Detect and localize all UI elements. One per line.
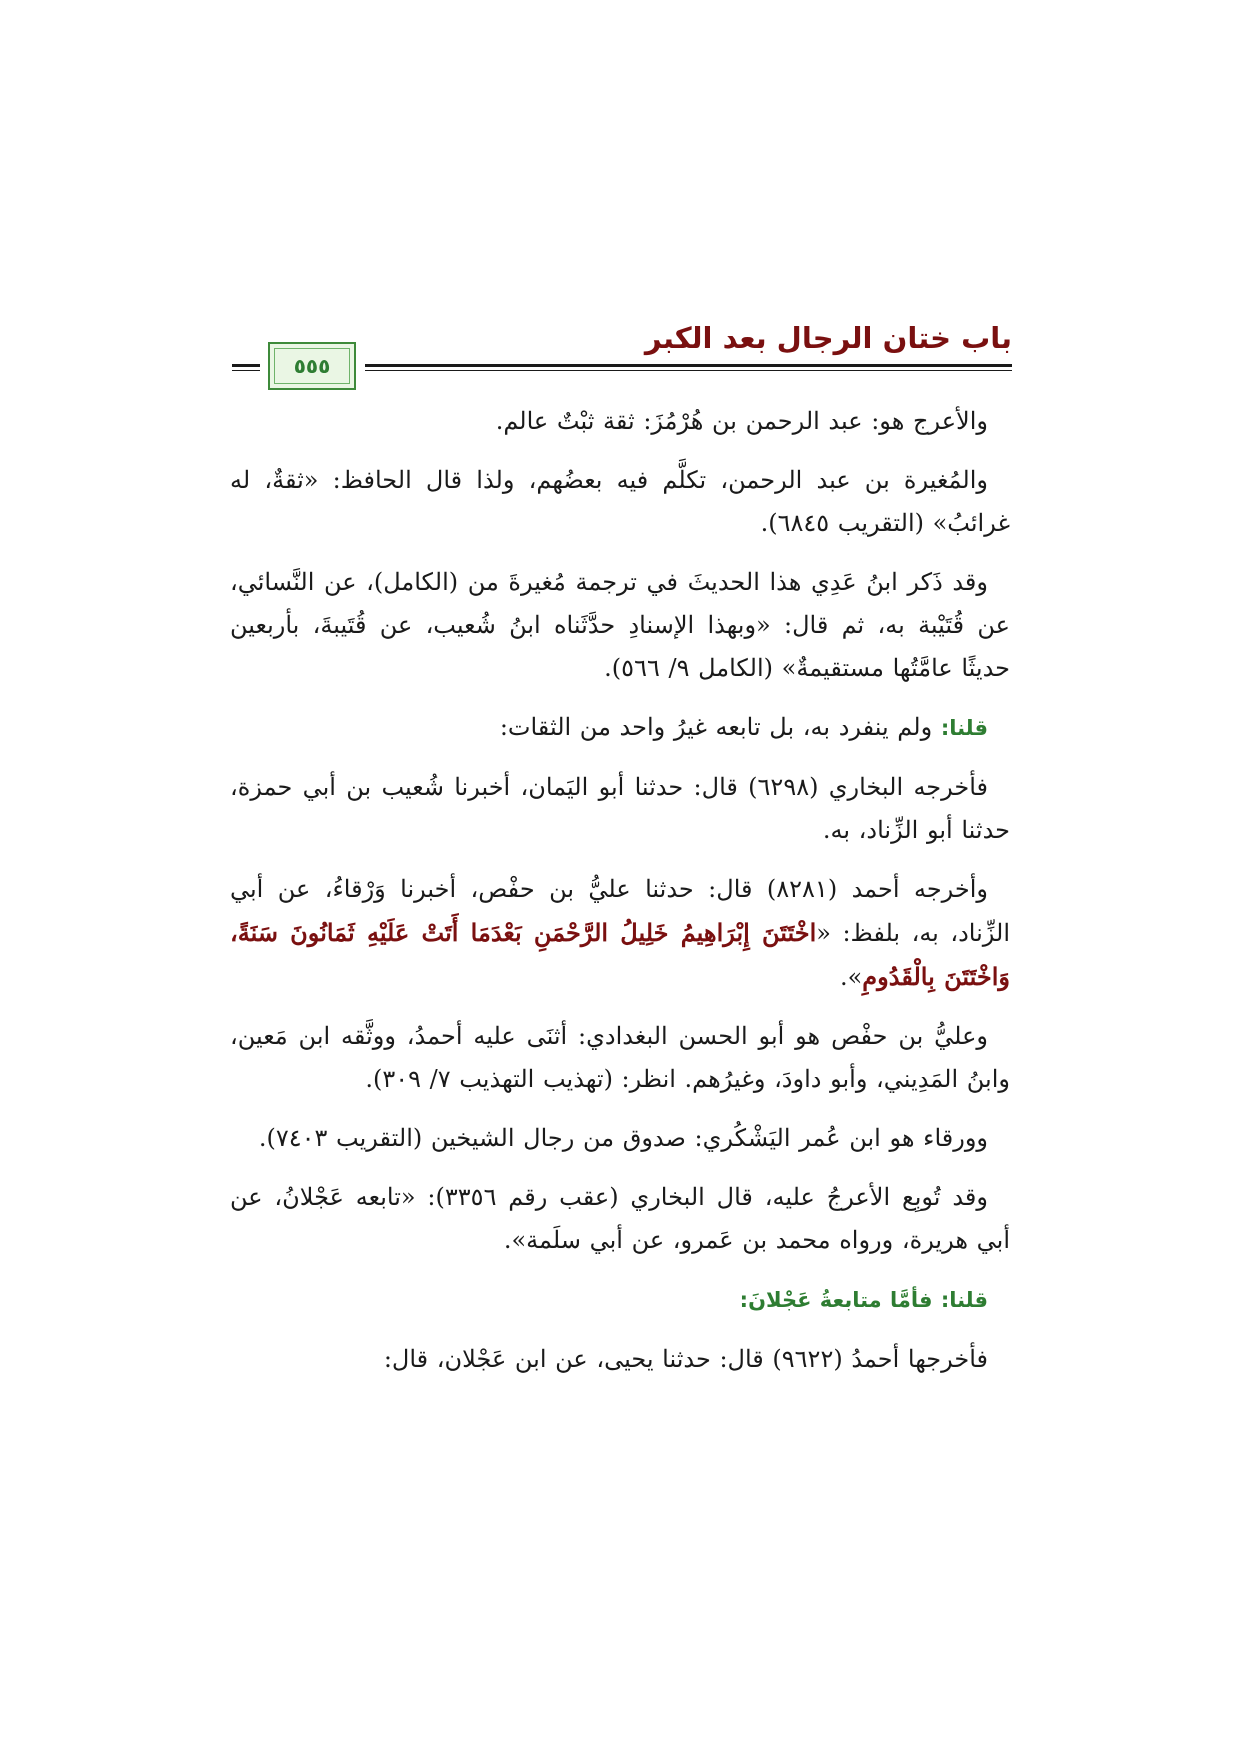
- header-rule: [365, 364, 1012, 367]
- paragraph-ahmad: [230, 868, 1010, 999]
- qulna-label: قلنا:: [940, 716, 988, 740]
- chapter-title: باب ختان الرجال بعد الكبر: [644, 321, 1012, 355]
- ahmad-text: وأخرجه أحمد (٨٢٨١) قال: حدثنا عليُّ بن حفْص، أخبرنا وَرْقاءُ، عن أبي الزِّناد، به، بلفظ: «: [230, 875, 1010, 947]
- paragraph-al-araj: والأعرج هو: عبد الرحمن بن هُرْمُزَ: ثقة ثبْتٌ عالم.: [495, 407, 988, 435]
- paragraph-ali-ibn-hafs: وعليُّ بن حفْص هو أبو الحسن البغدادي: أثنَى عليه أحمدُ، ووثَّقه ابن مَعين، وابنُ المَدِيني، وأبو داودَ، وغيرُهم. انظر: (تهذيب التهذيب ٧/ ٣٠٩).: [230, 1022, 1010, 1093]
- paragraph-mutaba: وقد تُوبِع الأعرجُ عليه، قال البخاري (عقب رقم ٣٣٥٦): «تابعه عَجْلانُ، عن أبي هريرة، ورواه محمد بن عَمرو، عن أبي سلَمة».: [230, 1183, 1010, 1254]
- qulna-label-2: قلنا:: [940, 1288, 988, 1312]
- page-number-badge: [268, 342, 356, 390]
- paragraph-qulna-1: [230, 706, 1010, 750]
- ahmad-end: ».: [839, 963, 863, 991]
- header-rule-thin: [365, 370, 1012, 371]
- qulna-text: ولم ينفرد به، بل تابعه غيرُ واحد من الثقات:: [499, 713, 941, 741]
- paragraph-ahmad-2: فأخرجها أحمدُ (٩٦٢٢) قال: حدثنا يحيى، عن ابن عَجْلان، قال:: [383, 1345, 988, 1373]
- header-rule-left: [232, 364, 260, 367]
- paragraph-qulna-2: [230, 1278, 1010, 1322]
- paragraph-al-mughira: والمُغيرة بن عبد الرحمن، تكلَّم فيه بعضُهم، ولذا قال الحافظ: «ثقةٌ، له غرائبُ» (التقريب ٦٨٤٥).: [230, 466, 1010, 537]
- paragraph-warqa: وورقاء هو ابن عُمر اليَشْكُري: صدوق من رجال الشيخين (التقريب ٧٤٠٣).: [258, 1124, 988, 1152]
- page-number: ٥٥٥: [293, 354, 331, 378]
- paragraph-ibn-adi: وقد ذَكر ابنُ عَدِي هذا الحديثَ في ترجمة مُغيرةَ من (الكامل)، عن النَّسائي، عن قُتَيْبة به، ثم قال: «وبهذا الإسنادِ حدَّثَناه ابنُ شُعيب، عن قُتَيبةَ، بأربعين حديثًا عامَّتُها مستقيمةٌ» (الكامل ٩/ ٥٦٦).: [230, 568, 1010, 682]
- page-body: [230, 400, 1010, 1397]
- paragraph-bukhari: فأخرجه البخاري (٦٢٩٨) قال: حدثنا أبو اليَمان، أخبرنا شُعيب بن أبي حمزة، حدثنا أبو الزِّناد، به.: [230, 773, 1010, 844]
- page-header: [232, 318, 1012, 390]
- header-rule-left-thin: [232, 370, 260, 371]
- ajlan-heading: فأمَّا متابعةُ عَجْلانَ:: [739, 1288, 941, 1312]
- hadith-text: اخْتَتَنَ إِبْرَاهِيمُ خَلِيلُ الرَّحْمَنِ بَعْدَمَا أَتَتْ عَلَيْهِ ثَمَانُونَ سَنَةً، وَاخْتَتَنَ بِالْقَدُومِ: [230, 918, 1010, 991]
